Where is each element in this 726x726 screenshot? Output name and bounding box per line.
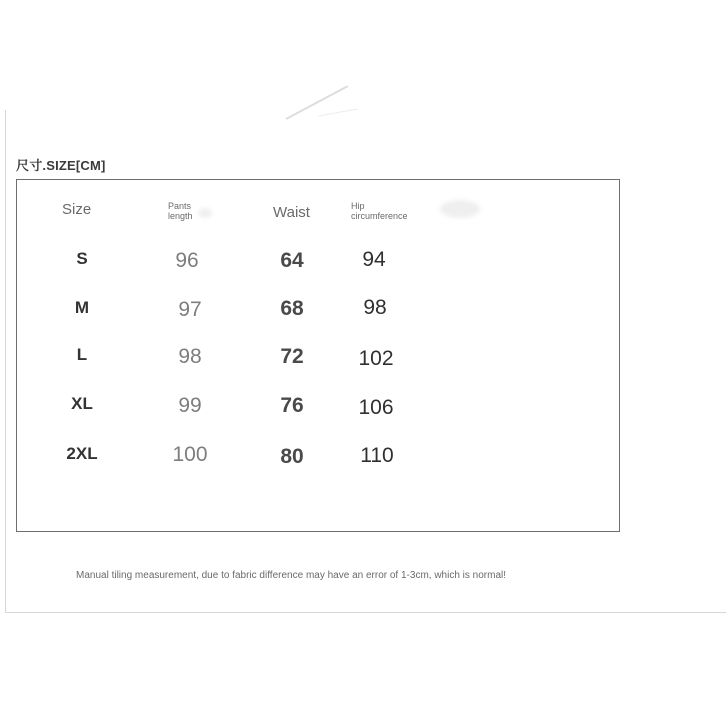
header-size: Size — [62, 201, 92, 218]
cell-hip: 98 — [363, 296, 387, 319]
cell-waist: 68 — [280, 297, 304, 320]
header-pants-length: Pants length — [168, 201, 193, 221]
cell-size: L — [76, 345, 88, 364]
cell-pants: 100 — [172, 443, 208, 466]
cell-waist: 72 — [280, 345, 304, 368]
header-hip-circumference: Hip circumference — [351, 201, 408, 221]
cell-waist: 80 — [280, 445, 304, 468]
measurement-note: Manual tiling measurement, due to fabric difference may have an error of 1-3cm, which is normal! — [76, 570, 507, 581]
cell-waist: 76 — [280, 394, 304, 417]
cell-pants: 97 — [178, 298, 202, 321]
cell-pants: 96 — [175, 249, 199, 272]
cell-size: 2XL — [66, 444, 98, 463]
cell-hip: 106 — [358, 396, 394, 419]
cell-waist: 64 — [280, 249, 304, 272]
cell-pants: 99 — [178, 394, 202, 417]
cell-pants: 98 — [178, 345, 202, 368]
smudge-mark — [198, 208, 212, 218]
smudge-mark — [440, 200, 480, 218]
size-chart-title: 尺寸.SIZE[CM] — [16, 158, 106, 173]
cell-size: XL — [71, 394, 93, 413]
cell-hip: 102 — [358, 347, 394, 370]
cell-hip: 110 — [360, 444, 394, 467]
header-waist: Waist — [273, 204, 310, 221]
cell-size: S — [76, 249, 88, 268]
cell-size: M — [74, 298, 90, 317]
cell-hip: 94 — [362, 248, 386, 271]
